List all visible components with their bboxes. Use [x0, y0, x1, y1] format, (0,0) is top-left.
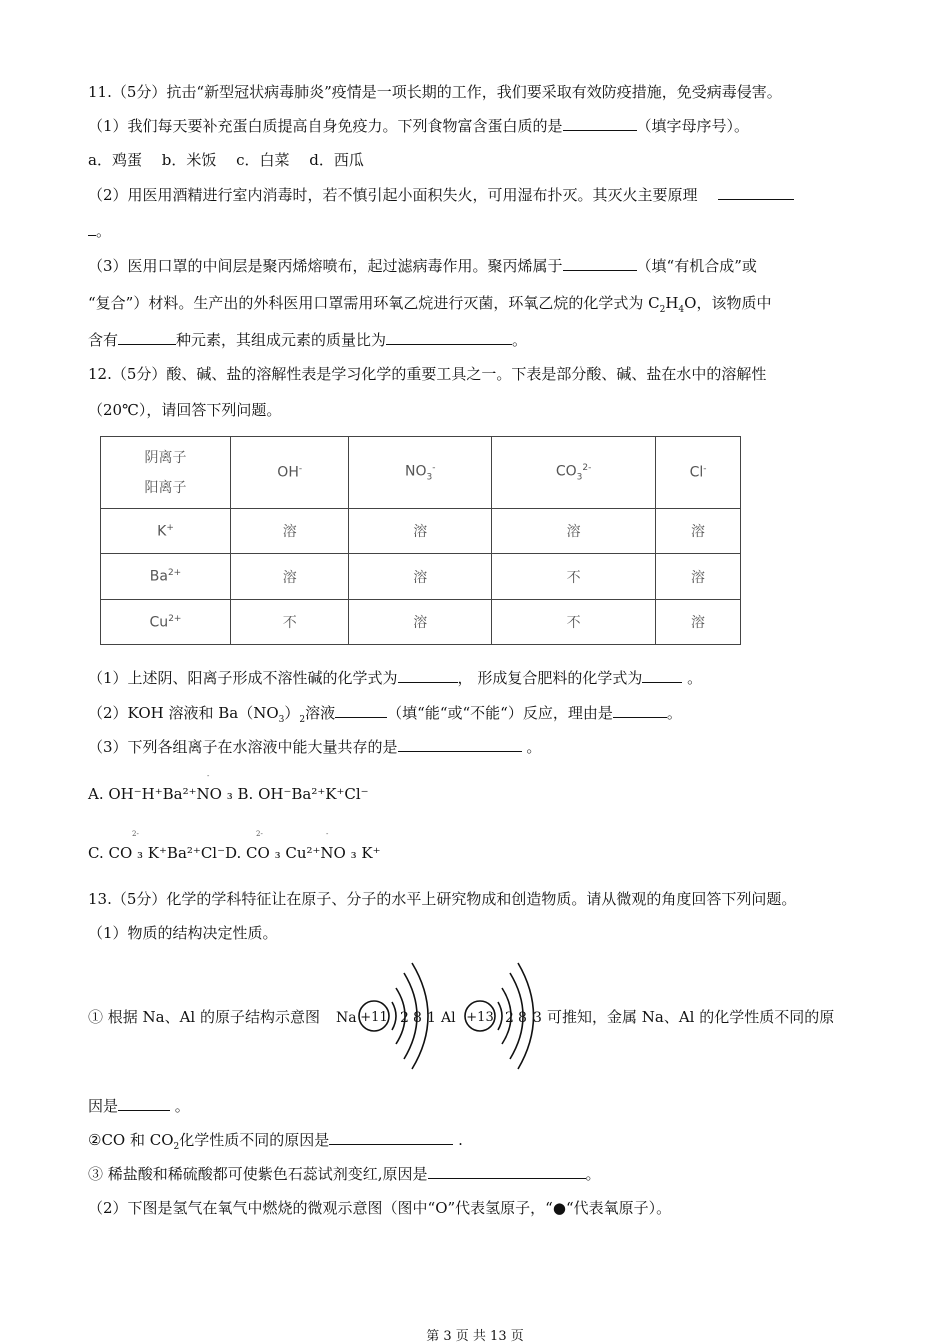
q11-title: 11.（5分）抗击“新型冠状病毒肺炎”疫情是一项长期的工作，我们要采取有效防疫措施，免受病毒侵害。: [88, 83, 782, 101]
q11-part3b-tail: O，该物质中: [684, 294, 772, 312]
answer-blank[interactable]: [398, 737, 522, 752]
q11-part3b: [88, 293, 771, 320]
q11-part3b-mid: H: [665, 294, 679, 312]
table-cell: 溶: [231, 509, 349, 554]
q13-s2-head: ②CO 和 CO: [88, 1131, 174, 1149]
q13-title: 13.（5分）化学的学科特征让在原子、分子的水平上研究物成和创造物质。请从微观的角度回答下列问题。: [88, 890, 797, 908]
ion-charge-mark: 2-: [256, 830, 263, 838]
ion-charge-mark: -: [207, 772, 210, 780]
q11-options: a．鸡蛋 b．米饭 c．白菜 d．西瓜: [88, 151, 364, 169]
na-shell-count: 2: [400, 1010, 409, 1026]
answer-blank[interactable]: [118, 330, 176, 345]
q12-part2-mid3: （填“能“或“不能“）反应，理由是: [387, 704, 613, 722]
solubility-table: [100, 436, 741, 645]
na-nucleus-charge: +11: [360, 1010, 388, 1025]
q12-part2: [88, 703, 682, 730]
anion-header-oh: OH-: [231, 437, 349, 509]
q12-part2-tail: 。: [666, 704, 682, 722]
q11-part2: [88, 185, 794, 205]
corner-anion-label: 阴离子: [144, 449, 187, 466]
q11-part3b-head: “复合”）材料。生产出的外科医用口罩需用环氧乙烷进行灭菌，环氧乙烷的化学式为 C: [88, 294, 660, 312]
q11-part2-text: （2）用医用酒精进行室内消毒时，若不慎引起小面积失火，可用湿布扑灭。其灭火主要原理: [88, 186, 698, 204]
q13-part1: （1）物质的结构决定性质。: [88, 924, 278, 942]
page-footer: 第 3 页 共 13 页: [426, 1329, 524, 1344]
ion-charge-mark: 2-: [132, 830, 139, 838]
cation-ba: $Ba^{2+}$: [101, 554, 231, 600]
q13-s2-mid: 化学性质不同的原因是: [179, 1131, 330, 1149]
answer-blank[interactable]: [398, 668, 458, 683]
q12-title: 12.（5分）酸、碱、盐的溶解性表是学习化学的重要工具之一。下表是部分酸、碱、盐在水中的溶解性: [88, 365, 767, 383]
table-cell: 不: [231, 600, 349, 645]
q11-part3a-text: （3）医用口罩的中间层是聚丙烯熔喷布，起过滤病毒作用。聚丙烯属于: [88, 257, 563, 275]
q12-part3-tail: 。: [526, 738, 542, 756]
corner-cation-label: 阳离子: [144, 479, 187, 496]
q12-title2: （20℃），请回答下列问题。: [88, 401, 282, 419]
anion-header-no3: $NO_3^-$: [349, 437, 492, 509]
subscript: 2: [173, 1142, 180, 1152]
q13-s1-head: ① 根据 Na、Al 的原子结构示意图: [88, 1008, 321, 1026]
q13-s1-cont-tail: 。: [174, 1097, 190, 1115]
table-row: [101, 600, 741, 645]
na-label: Na: [336, 1010, 357, 1026]
q13-statement1: [88, 1007, 320, 1027]
table-row: [101, 509, 741, 554]
answer-blank[interactable]: [335, 703, 387, 718]
table-cell: 不: [492, 554, 656, 600]
na-shell-count: 1: [427, 1010, 436, 1026]
q12-part1: [88, 668, 702, 688]
q13-s3-text: ③ 稀盐酸和稀硫酸都可使紫色石蕊试剂变红,原因是: [88, 1165, 428, 1183]
subscript: 3: [278, 715, 285, 725]
q11-part3c: [88, 330, 527, 350]
table-cell: 溶: [349, 600, 492, 645]
q13-s1-tail: 可推知，金属 Na、Al 的化学性质不同的原: [547, 1008, 835, 1026]
na-shell-count: 8: [413, 1010, 422, 1026]
answer-blank[interactable]: [563, 116, 637, 131]
cation-k: K+: [101, 509, 231, 554]
subscript: 4: [678, 305, 685, 315]
table-cell: 溶: [656, 554, 741, 600]
q13-s1-cont-text: 因是: [88, 1097, 119, 1115]
q11-part3c-mid: 种元素，其组成元素的质量比为: [176, 331, 387, 349]
answer-blank[interactable]: [718, 185, 794, 200]
atom-structure-diagrams: [334, 955, 552, 1073]
q12-part3-text: （3）下列各组离子在水溶液中能大量共存的是: [88, 738, 398, 756]
q12-part1-mid: ， 形成复合肥料的化学式为: [457, 669, 643, 687]
answer-blank[interactable]: [613, 703, 667, 718]
table-cell: 溶: [656, 509, 741, 554]
na-shell-icon: [392, 1002, 396, 1030]
q12-part1-text: （1）上述阴、阳离子形成不溶性碱的化学式为: [88, 669, 398, 687]
al-shell-count: 8: [518, 1010, 527, 1026]
answer-blank[interactable]: [642, 668, 682, 683]
q12-part1-tail: 。: [687, 669, 703, 687]
table-cell: 溶: [349, 509, 492, 554]
q11-part1-text: （1）我们每天要补充蛋白质提高自身免疫力。下列食物富含蛋白质的是: [88, 117, 563, 135]
answer-blank[interactable]: [118, 1096, 170, 1111]
answer-blank[interactable]: [428, 1164, 586, 1179]
anion-header-cl: Cl-: [656, 437, 741, 509]
q12-options-cd: C. CO ₃ K⁺Ba²⁺Cl⁻D. CO ₃ Cu²⁺NO ₃ K⁺: [88, 844, 381, 862]
al-shell-count: 3: [533, 1010, 542, 1026]
q13-s3-tail: 。: [585, 1165, 601, 1183]
q13-part2: （2）下图是氢气在氧气中燃烧的微观示意图（图中“O”代表氢原子，“●“代表氧原子）。: [88, 1199, 672, 1217]
al-label: Al: [441, 1010, 456, 1026]
q12-part2-mid: ）: [284, 704, 300, 722]
table-row: [101, 554, 741, 600]
q13-s2-tail: .: [458, 1131, 463, 1149]
cation-cu: $Cu^{2+}$: [101, 600, 231, 645]
q11-part2-tail: 。: [96, 222, 112, 240]
q11-part3c-head: 含有: [88, 331, 119, 349]
anion-header-co3: $CO_3^{2-}$: [492, 437, 656, 509]
answer-blank[interactable]: [563, 256, 637, 271]
al-shell-icon: [498, 1002, 502, 1030]
q13-statement3: [88, 1164, 601, 1184]
q11-part2-cont: [88, 221, 111, 241]
answer-blank[interactable]: [329, 1130, 453, 1145]
q11-part1-tail: （填字母序号）。: [636, 117, 750, 135]
table-cell: 溶: [349, 554, 492, 600]
q13-statement2: [88, 1130, 463, 1157]
table-cell: 溶: [492, 509, 656, 554]
q11-part3a-tail: （填“有机合成”或: [636, 257, 757, 275]
q12-part3: [88, 737, 541, 757]
al-shell-count: 2: [505, 1010, 514, 1026]
q12-part2-mid2: 溶液: [305, 704, 336, 722]
table-cell: 溶: [231, 554, 349, 600]
q11-part3a: [88, 256, 757, 276]
table-corner-cell: [101, 437, 231, 509]
subscript: 2: [659, 305, 666, 315]
ion-charge-mark: -: [326, 830, 329, 838]
q11-part3c-tail: 。: [512, 331, 528, 349]
subscript: 2: [299, 715, 306, 725]
answer-blank[interactable]: [88, 221, 96, 236]
table-cell: 溶: [656, 600, 741, 645]
al-nucleus-charge: +13: [466, 1010, 494, 1025]
q12-part2-text: （2）KOH 溶液和 Ba（NO: [88, 704, 279, 722]
q12-options-ab: A. OH⁻H⁺Ba²⁺NO ₃ B. OH⁻Ba²⁺K⁺Cl⁻: [88, 785, 369, 803]
table-cell: 不: [492, 600, 656, 645]
answer-blank[interactable]: [386, 330, 512, 345]
q13-s1-cont: [88, 1096, 190, 1116]
q11-part1: [88, 116, 749, 136]
